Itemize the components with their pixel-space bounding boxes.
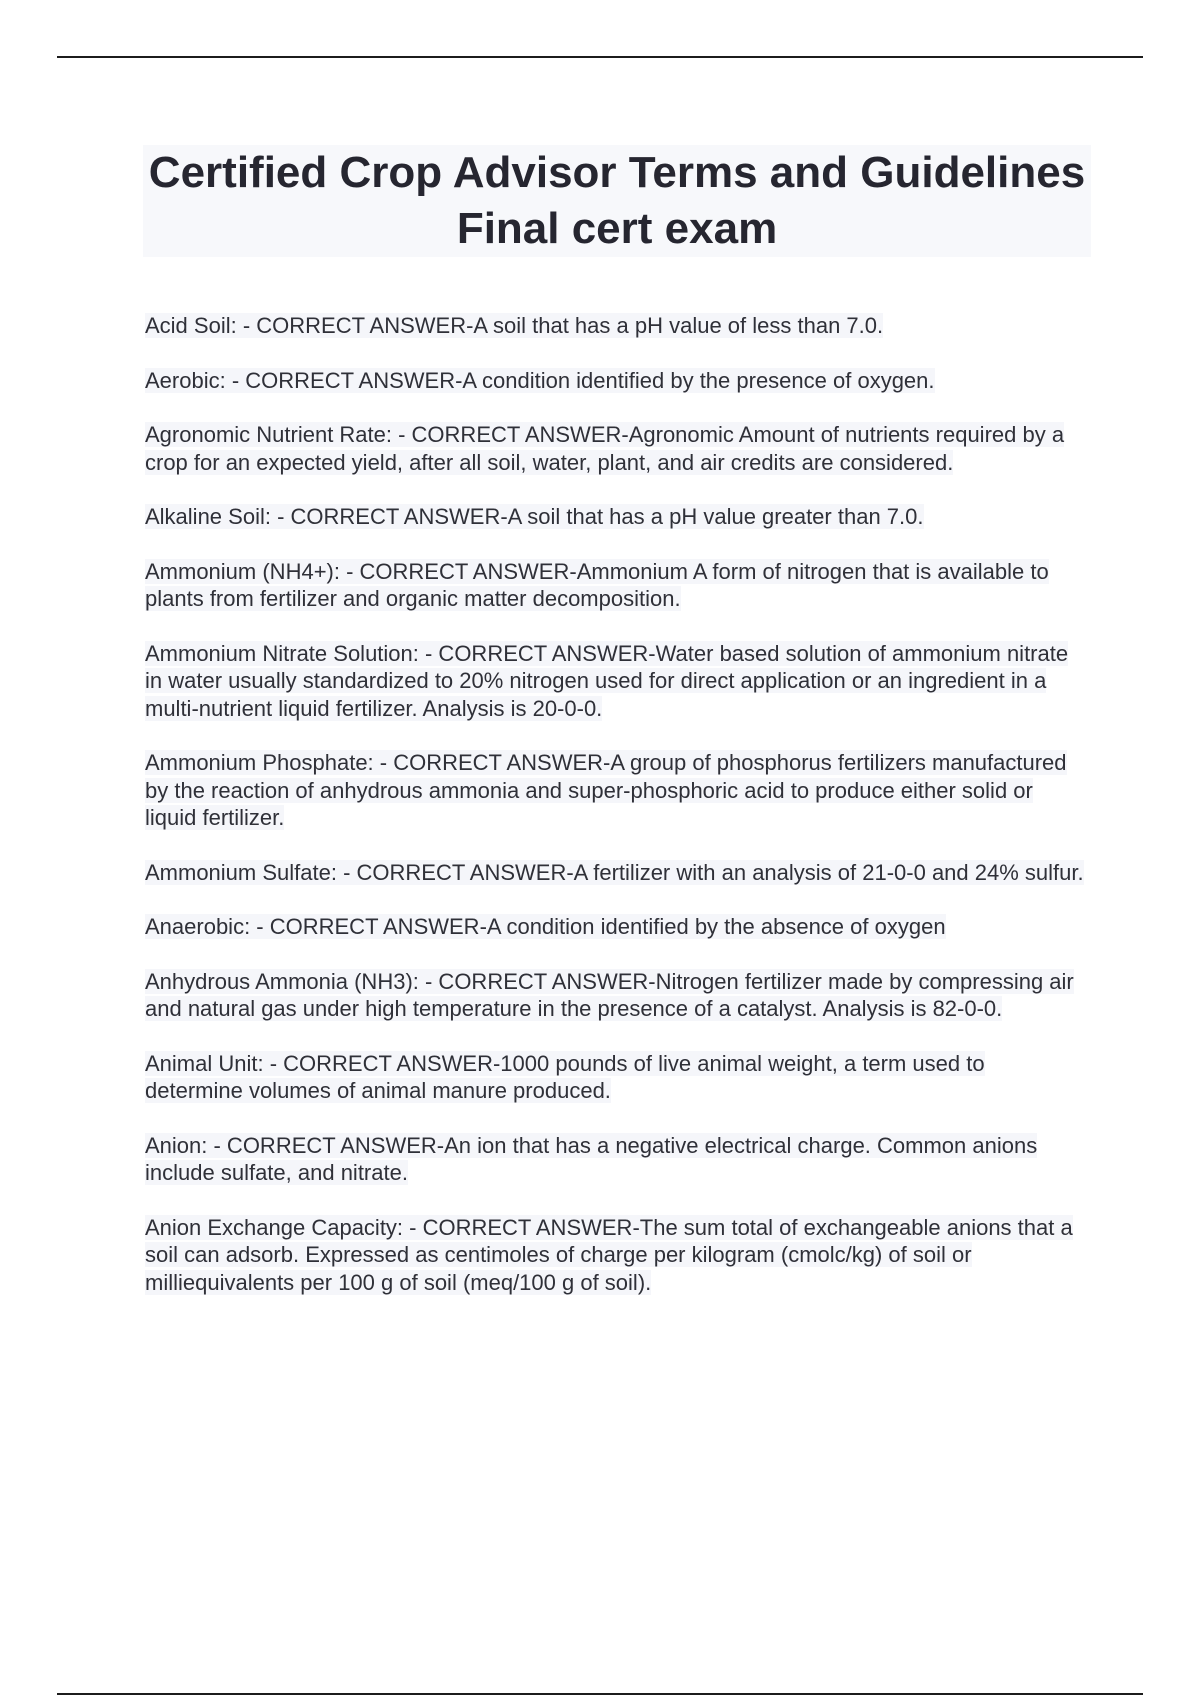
glossary-entry: Alkaline Soil: - CORRECT ANSWER-A soil that has a pH value greater than 7.0. <box>145 504 924 529</box>
glossary-entry: Anion Exchange Capacity: - CORRECT ANSWER-The sum total of exchangeable anions that a soil can adsorb. Expressed as centimoles of charge per kilogram (cmolc/kg) of soil or milliequivalents per 100 g of soil (meq/100 g of soil). <box>145 1214 1073 1295</box>
bottom-rule <box>57 1693 1143 1695</box>
glossary-list <box>145 312 1085 1323</box>
glossary-entry: Ammonium Phosphate: - CORRECT ANSWER-A group of phosphorus fertilizers manufactured by the reaction of anhydrous ammonia and super-phosphoric acid to produce either solid or liquid fertilizer. <box>145 750 1067 830</box>
glossary-entry: Anhydrous Ammonia (NH3): - CORRECT ANSWER-Nitrogen fertilizer made by compressing air and natural gas under high temperature in the presence of a catalyst. Analysis is 82-0-0. <box>145 968 1074 1021</box>
glossary-entry: Animal Unit: - CORRECT ANSWER-1000 pounds of live animal weight, a term used to determine volumes of animal manure produced. <box>145 1050 985 1103</box>
glossary-entry: Ammonium Sulfate: - CORRECT ANSWER-A fertilizer with an analysis of 21-0-0 and 24% sulfur. <box>145 859 1084 885</box>
glossary-entry: Acid Soil: - CORRECT ANSWER-A soil that has a pH value of less than 7.0. <box>145 313 884 338</box>
glossary-entry: Ammonium (NH4+): - CORRECT ANSWER-Ammonium A form of nitrogen that is available to plants from fertilizer and organic matter decomposition. <box>145 558 1049 611</box>
glossary-entry: Aerobic: - CORRECT ANSWER-A condition identified by the presence of oxygen. <box>145 367 935 393</box>
top-rule <box>57 56 1143 58</box>
glossary-entry: Anaerobic: - CORRECT ANSWER-A condition identified by the absence of oxygen <box>145 914 946 939</box>
document-title: Certified Crop Advisor Terms and Guidelines Final cert exam <box>148 148 1086 253</box>
glossary-entry: Anion: - CORRECT ANSWER-An ion that has a negative electrical charge. Common anions include sulfate, and nitrate. <box>145 1132 1038 1185</box>
title-banner <box>143 145 1091 257</box>
glossary-entry: Ammonium Nitrate Solution: - CORRECT ANSWER-Water based solution of ammonium nitrate in water usually standardized to 20% nitrogen used for direct application or an ingredient in a multi-nutrient liquid fertilizer. Analysis is 20-0-0. <box>145 640 1069 721</box>
glossary-entry: Agronomic Nutrient Rate: - CORRECT ANSWER-Agronomic Amount of nutrients required by a crop for an expected yield, after all soil, water, plant, and air credits are considered. <box>145 422 1065 475</box>
